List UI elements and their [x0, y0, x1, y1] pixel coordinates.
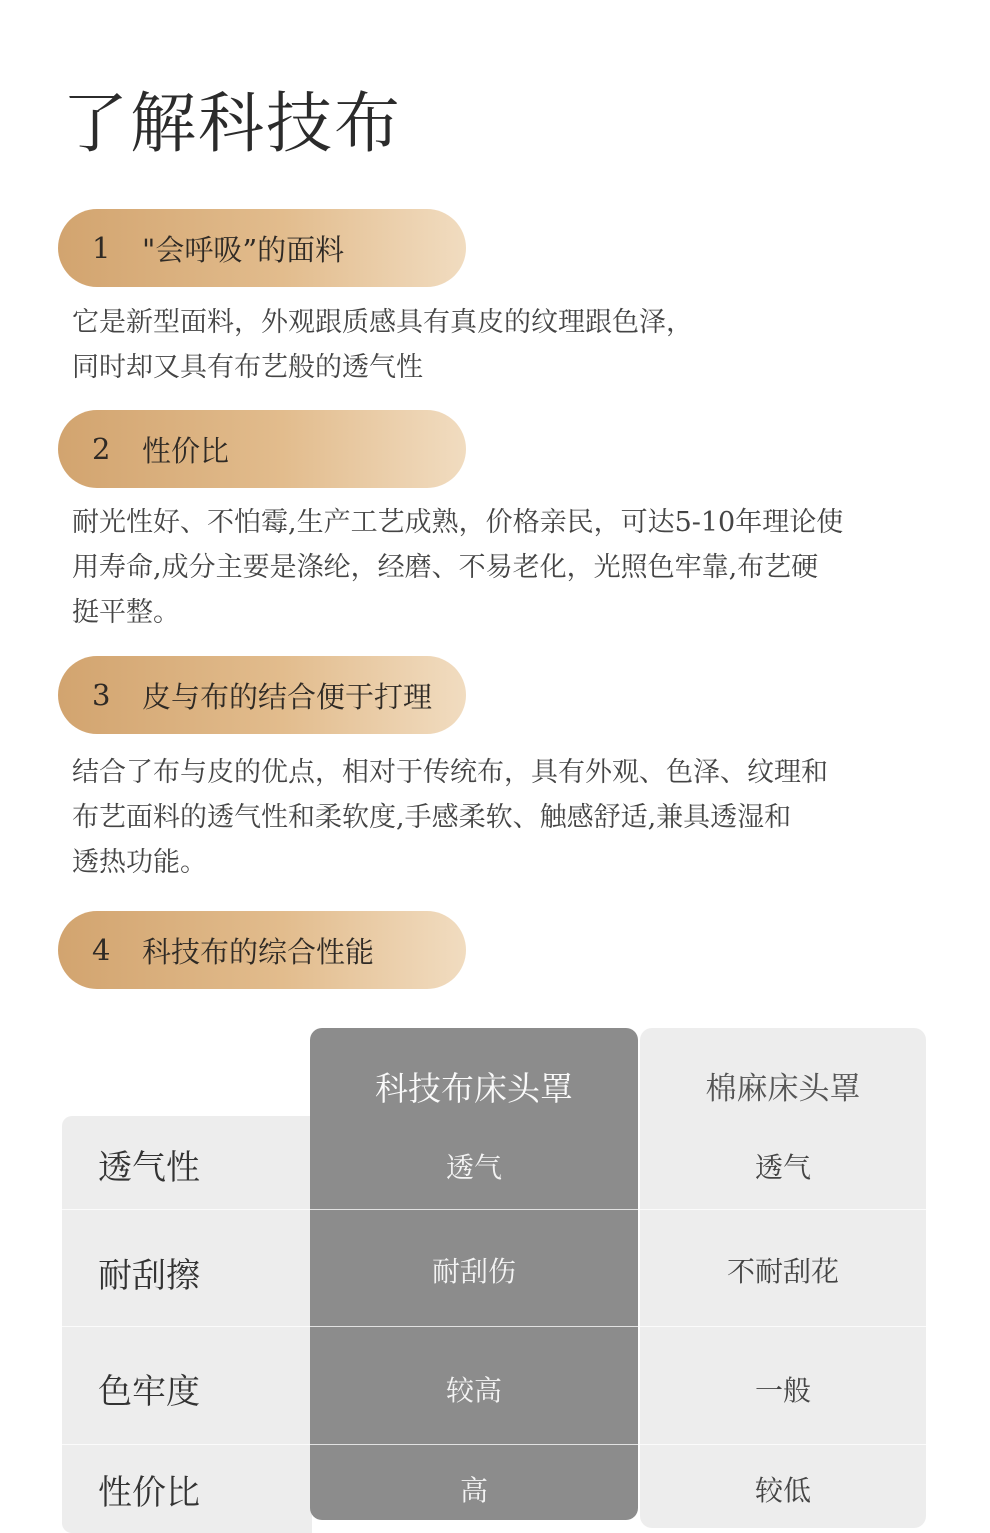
section-number: 4 — [92, 933, 111, 967]
description-line: 透热功能。 — [72, 847, 207, 878]
description-line: 用寿命,成分主要是涤纶，经磨、不易老化，光照色牢靠,布艺硬 — [72, 552, 819, 583]
description-line: 结合了布与皮的优点，相对于传统布，具有外观、色泽、纹理和 — [72, 757, 828, 788]
section-1-description — [72, 300, 942, 390]
row-label-scratch-resistance: 耐刮擦 — [98, 1256, 200, 1296]
section-title: 科技布的综合性能 — [142, 934, 375, 969]
description-line: 耐光性好、不怕霉,生产工艺成熟，价格亲民，可达5-10年理论使 — [72, 507, 844, 538]
cotton-cell-color-fastness: 一般 — [754, 1374, 811, 1407]
description-line: 同时却又具有布艺般的透气性 — [72, 352, 423, 383]
section-title: 性价比 — [142, 433, 230, 468]
tech-cell-breathability: 透气 — [445, 1151, 502, 1184]
section-number: 1 — [92, 231, 111, 265]
row-label-breathability: 透气性 — [98, 1148, 200, 1188]
section-3-description — [72, 750, 942, 885]
section-4-heading — [58, 911, 466, 989]
row-divider — [62, 1209, 926, 1210]
row-divider — [62, 1444, 926, 1445]
tech-fabric-column-header: 科技布床头罩 — [375, 1069, 573, 1108]
row-label-value: 性价比 — [98, 1473, 200, 1513]
section-2-description — [72, 500, 942, 635]
description-line: 它是新型面料，外观跟质感具有真皮的纹理跟色泽， — [72, 307, 693, 338]
tech-cell-scratch-resistance: 耐刮伤 — [431, 1255, 516, 1288]
tech-cell-value: 高 — [459, 1474, 488, 1507]
cotton-cell-breathability: 透气 — [754, 1151, 811, 1184]
section-3-heading — [58, 656, 466, 734]
section-number: 2 — [92, 432, 111, 466]
description-line: 布艺面料的透气性和柔软度,手感柔软、触感舒适,兼具透湿和 — [72, 802, 792, 833]
row-label-color-fastness: 色牢度 — [98, 1372, 200, 1412]
row-divider — [62, 1326, 926, 1327]
page-title: 了解科技布 — [62, 85, 402, 162]
section-2-heading — [58, 410, 466, 488]
tech-cell-color-fastness: 较高 — [445, 1374, 502, 1407]
section-title: "会呼吸”的面料 — [142, 232, 345, 267]
cotton-cell-scratch-resistance: 不耐刮花 — [726, 1255, 839, 1288]
cotton-column-header: 棉麻床头罩 — [705, 1071, 861, 1107]
section-1-heading — [58, 209, 466, 287]
description-line: 挺平整。 — [72, 597, 180, 628]
section-number: 3 — [92, 678, 111, 712]
section-title: 皮与布的结合便于打理 — [142, 679, 433, 714]
comparison-table — [0, 1028, 990, 1533]
cotton-cell-value: 较低 — [754, 1474, 811, 1507]
